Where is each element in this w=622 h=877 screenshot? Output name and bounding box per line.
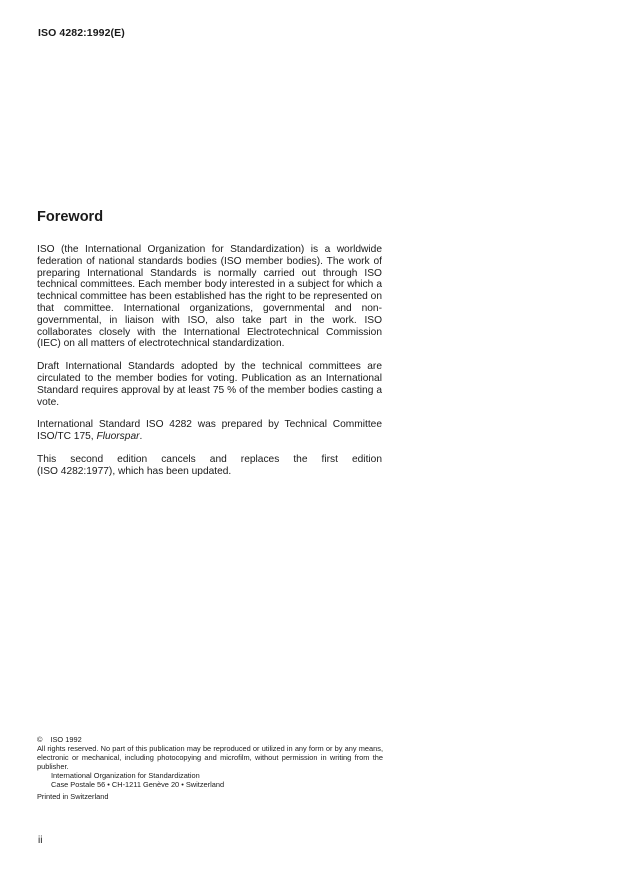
organization-name: International Organization for Standardization [51, 771, 200, 781]
foreword-body [37, 244, 382, 489]
copyright-symbol: © [37, 735, 43, 744]
paragraph-3-text: International Standard ISO 4282 was prepared by Technical Committee ISO/TC 175, [37, 419, 382, 443]
section-title: Foreword [37, 209, 104, 225]
foreword-paragraph-3 [37, 419, 382, 443]
copyright-block [37, 735, 383, 801]
copyright-year: ISO 1992 [50, 735, 82, 744]
organization-address: Case Postale 56 • CH-1211 Genève 20 • Switzerland [51, 780, 225, 790]
copyright-notice: All rights reserved. No part of this publication may be reproduced or utilized in any form or by any means, electronic or mechanical, including photocopying and microfilm, without permission in writing from the publisher. [37, 744, 383, 772]
paragraph-4-line-2: (ISO 4282:1977), which has been updated. [37, 465, 232, 477]
page-number: ii [38, 835, 43, 846]
paragraph-4-line-1: This second edition cancels and replaces the first edition [37, 453, 382, 465]
document-reference: ISO 4282:1992(E) [38, 27, 125, 39]
foreword-paragraph-4 [37, 454, 382, 478]
copyright-year-line [37, 735, 383, 744]
foreword-paragraph-1: ISO (the International Organization for Standardization) is a worldwide federation of national standards bodies (ISO member bodies). The work of preparing International Standards is normally carried out through ISO technical committees. Each member body interested in a subject for which a technical committee has been established has the right to be represented on that committee. International organizations, governmental and non-governmental, in liaison with ISO, also take part in the work. ISO collaborates closely with the International Electrotechnical Commission (IEC) on all matters of electrotechnical standardization. [37, 244, 382, 350]
printed-in: Printed in Switzerland [37, 791, 109, 801]
committee-name: Fluorspar [96, 431, 140, 443]
foreword-paragraph-2: Draft International Standards adopted by the technical committees are circulated to the member bodies for voting. Publication as an International Standard requires approval by at least 75 % of the member bodies casting a vote. [37, 361, 382, 408]
paragraph-3-end: . [139, 431, 143, 443]
